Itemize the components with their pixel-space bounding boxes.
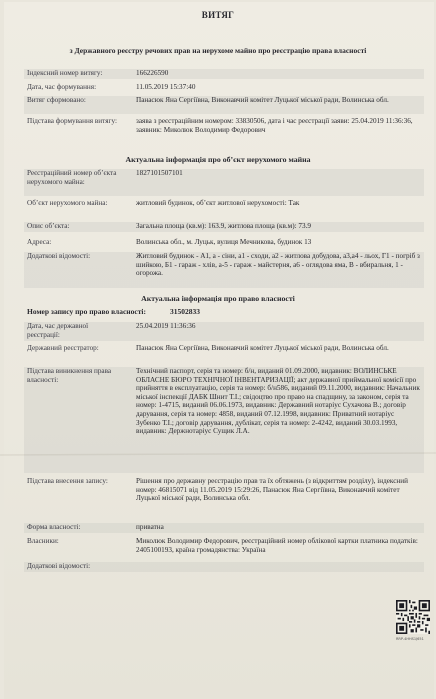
- property-section-heading: Актуальна інформація про об’єкт нерухомого майна: [125, 155, 311, 164]
- record-label: Номер запису про право власності:: [27, 307, 146, 316]
- rights-owners-row: Власники: Миколюк Володимир Федорович, реєстраційний номер облікової картки платника податків: 2405100193, країна громадянства: Україна: [27, 537, 418, 554]
- property-address-row: Адреса: Волинська обл., м. Луцьк, вулиця Мечникова, будинок 13: [27, 238, 312, 246]
- document-title: ВИТЯГ: [201, 10, 235, 20]
- rights-basis-row: Підстава виникнення права власності: Технічний паспорт, серія та номер: б/н, виданий 01.09.2000, видавник: ВОЛИНСЬКЕ ОБЛАСНЕ БЮРО ТЕХНІЧНОЇ ІНВЕНТАРИЗАЦІЇ; акт державної приймальної комісії про прийняття в експлуатацію, серія та номер: б/н586, виданий 09.11.2000, видавник: Начальник міської інспекції ДАБК Шнит Т.І.; свідоцтво про право на спадщину, за законом, серія та номер: 1-4715, виданий 06.06.1973, видавник: Державний нотаріус Сухачова В.; договір дарування, серія та номер: 4858, виданий 07.12.1998, видавник: Приватний нотаріус Зубенко Т.І.; договір дарування, дублікат, серія та номер: 2-4242, виданий 30.03.1993, видавник: Держнотаріус Сущик Л.А.: [24, 367, 424, 473]
- extract-date-row: Дата, час формування: 11.05.2019 15:37:40: [27, 83, 196, 91]
- property-description-row: Опис об’єкта: Загальна площа (кв.м): 163.9, житлова площа (кв.м): 73.9: [24, 222, 424, 232]
- rights-ownership-form-row: Форма власності: приватна: [24, 523, 424, 533]
- extract-basis-row: Підстава формування витягу: заява з реєстраційним номером: 33830506, дата і час реєстрації заяви: 25.04.2019 11:36:36, заявник: Миколюк Володимир Федорович: [27, 117, 413, 134]
- document-subtitle: з Державного реєстру речових прав на нерухоме майно про реєстрацію права власності: [69, 46, 367, 55]
- qr-code-number: RRP-4HHS1J651: [396, 637, 424, 641]
- extract-formed-by-row: Витяг сформовано: Панасюк Яна Сергіївна, Виконавчий комітет Луцької міської ради, Волинська обл.: [24, 96, 424, 114]
- property-reg-number-row: Реєстраційний номер об’єкта нерухомого майна: 1827101507101: [24, 169, 424, 196]
- rights-section-heading: Актуальна інформація про право власності: [141, 294, 295, 303]
- property-additional-row: Додаткові відомості: Житловий будинок - А1, а - сіни, а1 - сходи, а2 - житлова добудова, а3,а4 - льох, Г1 - погріб з шийкою, Б1 - гараж - хлів, а-5 - гараж - майстерня, а6 - оглядова яма, В - вбиральня, 1 - огорожа.: [24, 252, 424, 288]
- qr-code-icon: [396, 600, 430, 634]
- property-object-row: Об’єкт нерухомого майна: житловий будинок, об’єкт житлової нерухомості: Так: [27, 199, 300, 207]
- rights-registrar-row: Державний реєстратор: Панасюк Яна Сергіївна, Виконавчий комітет Луцької міської ради, Волинська обл.: [27, 344, 389, 352]
- record-number: 31502833: [170, 307, 200, 316]
- rights-entry-basis-row: Підстава внесення запису: Рішення про державну реєстрацію прав та їх обтяжень (з відкриттям розділу), індексний номер: 46815071 від 11.05.2019 15:29:26, Панасюк Яна Сергіївна, Виконавчий комітет Луцької міської ради, Волинська обл.: [27, 477, 408, 503]
- rights-date-row: Дата, час державної реєстрації: 25.04.2019 11:36:36: [24, 322, 424, 341]
- rights-record-row: [24, 308, 424, 319]
- extract-index-row: Індексний номер витягу: 166226590: [24, 69, 424, 79]
- rights-additional-row: Додаткові відомості:: [24, 562, 424, 572]
